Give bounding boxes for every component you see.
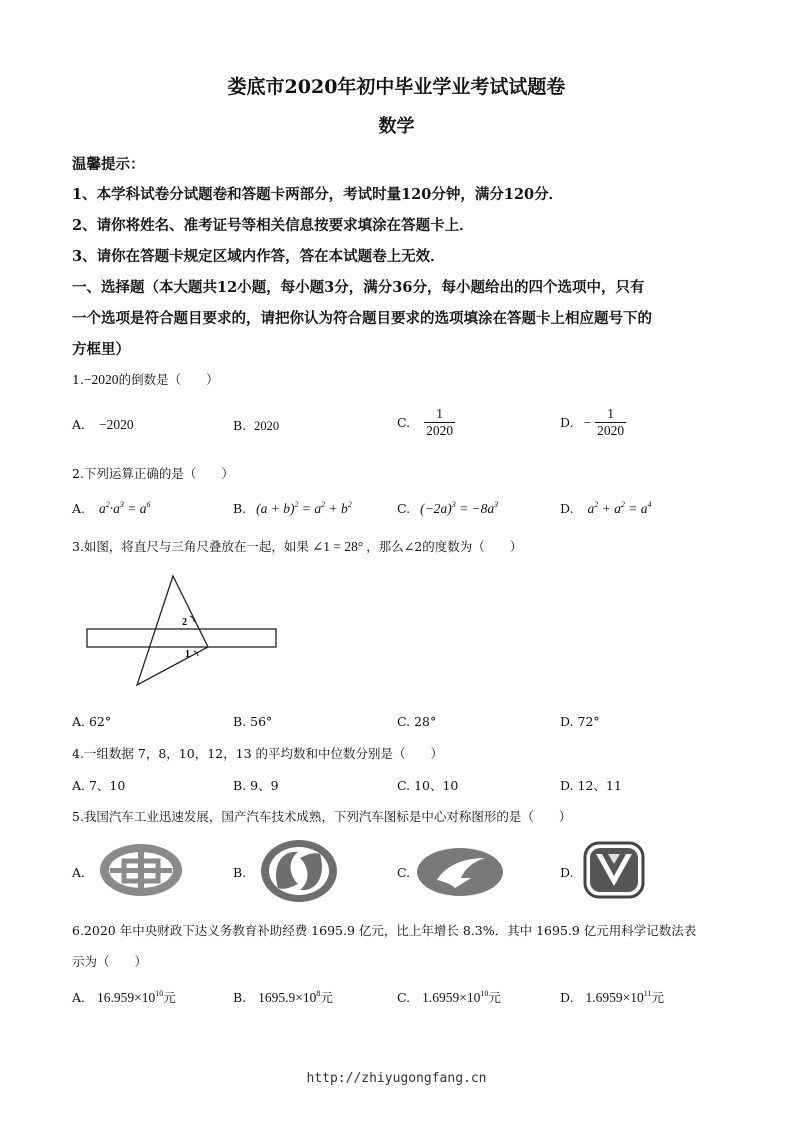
q3-option-d[interactable]: D. 72° xyxy=(560,714,600,729)
angle-2-label: 2 xyxy=(182,617,187,628)
q4-option-b[interactable]: B. 9、9 xyxy=(233,778,279,793)
exponent: 10 xyxy=(155,989,164,998)
car-logo-d-icon xyxy=(582,840,646,900)
option-label: B. xyxy=(233,418,247,433)
q2-option-d[interactable] xyxy=(560,500,652,517)
option-label: B. xyxy=(233,501,247,516)
option-label: A. xyxy=(72,990,86,1005)
q4-option-c[interactable]: C. 10、10 xyxy=(397,778,459,793)
mantissa: 1.6959×10 xyxy=(585,990,644,1005)
q3-option-b[interactable]: B. 56° xyxy=(233,714,273,729)
q6-option-b[interactable] xyxy=(233,988,333,1006)
angle-1-label: 1 xyxy=(185,649,190,660)
option-label: B. xyxy=(233,990,247,1005)
tip-item: 3、请你在答题卡规定区域内作答，答在本试题卷上无效． xyxy=(72,248,445,265)
stem-text: ，那么∠2的度数为（ ） xyxy=(366,539,523,554)
ruler-triangle-figure xyxy=(80,570,290,695)
fraction-denominator: 2020 xyxy=(426,423,454,438)
unit: 元 xyxy=(163,990,176,1005)
question-number: 1. xyxy=(72,372,84,387)
q2-option-b[interactable] xyxy=(233,500,352,517)
ruler-shape xyxy=(87,629,276,647)
car-logo-c-icon xyxy=(415,846,505,898)
q5-option-d-label[interactable]: D. xyxy=(560,865,574,880)
fraction-denominator: 2020 xyxy=(597,423,625,438)
unit: 元 xyxy=(651,990,665,1005)
mantissa: 1.6959×10 xyxy=(422,990,481,1005)
option-formula: $(-2a)^3 = -8a^3$ xyxy=(420,500,499,516)
option-label: A. xyxy=(72,501,86,516)
unit: 元 xyxy=(488,990,501,1005)
q2-option-a[interactable] xyxy=(72,500,151,517)
option-value xyxy=(97,990,163,1005)
option-value: 2020 xyxy=(254,419,280,433)
option-value xyxy=(258,990,320,1005)
section-heading-line: 一个选项是符合题目要求的，请把你认为符合题目要求的选项填涂在答题卡上相应题号下的 xyxy=(72,310,652,327)
option-label: C. xyxy=(397,501,411,516)
question-6-stem-line1: 6.2020 年中央财政下达义务教育补助经费 1695.9 亿元，比上年增长 8.3%．其中 1695.9 亿元用科学记数法表 xyxy=(72,923,697,938)
q2-option-c[interactable] xyxy=(397,500,498,517)
q4-option-d[interactable]: D. 12、11 xyxy=(560,778,622,793)
q6-option-c[interactable] xyxy=(397,988,501,1006)
question-3-stem xyxy=(72,537,522,555)
question-6-stem-line2: 示为（ ） xyxy=(72,954,148,969)
tip-item: 2、请你将姓名、准考证号等相关信息按要求填涂在答题卡上． xyxy=(72,217,474,234)
section-heading-line: 方框里） xyxy=(72,341,130,358)
exponent: 11 xyxy=(643,989,652,998)
exponent: 10 xyxy=(480,989,489,998)
minus-sign: − xyxy=(583,414,592,430)
triangle-shape xyxy=(137,576,208,685)
mantissa: 16.959×10 xyxy=(97,990,156,1005)
q1-option-c[interactable] xyxy=(397,406,455,439)
option-value: −2020 xyxy=(99,417,134,432)
q4-option-a[interactable]: A. 7、10 xyxy=(72,778,126,793)
mantissa: 1695.9×10 xyxy=(258,990,317,1005)
question-5-stem: 5.我国汽车工业迅速发展，国产汽车技术成熟，下列汽车图标是中心对称图形的是（ ） xyxy=(72,809,572,824)
question-2-stem: 2.下列运算正确的是（ ） xyxy=(72,466,234,481)
option-formula: $a^2 + a^2 = a^4$ xyxy=(587,500,652,516)
subject-title: 数学 xyxy=(378,116,415,137)
fraction xyxy=(595,406,626,439)
q3-option-a[interactable]: A. 62° xyxy=(72,714,112,729)
question-1-stem xyxy=(72,370,219,388)
q6-option-a[interactable] xyxy=(72,988,176,1006)
q1-option-d[interactable] xyxy=(560,406,626,439)
logo-a-stem xyxy=(138,850,144,892)
q6-option-d[interactable] xyxy=(560,988,664,1006)
q1-option-b[interactable] xyxy=(233,418,279,434)
angle-expression: ∠1 = 28° xyxy=(311,539,364,554)
option-formula: $a^2\cdot a^3 = a^6$ xyxy=(99,500,151,516)
tips-heading: 温馨提示： xyxy=(72,156,145,173)
stem-text: 的倒数是（ ） xyxy=(118,372,219,387)
fraction-numerator: 1 xyxy=(595,406,626,423)
car-logo-b-icon xyxy=(258,838,340,904)
option-value xyxy=(586,990,652,1005)
option-formula: $(a + b)^2 = a^2 + b^2$ xyxy=(256,500,352,516)
fraction xyxy=(424,406,455,439)
stem-number: −2020 xyxy=(83,372,119,387)
stem-text: 3.如图，将直尺与三角尺叠放在一起，如果 xyxy=(72,539,309,554)
option-label: C. xyxy=(397,990,411,1005)
option-label: A. xyxy=(72,417,86,432)
exam-title: 娄底市2020年初中毕业学业考试试题卷 xyxy=(227,76,566,98)
tip-item: 1、本学科试卷分试题卷和答题卡两部分，考试时量120分钟，满分120分． xyxy=(72,186,564,203)
section-heading-line: 一、选择题（本大题共12小题，每小题3分，满分36分，每小题给出的四个选项中，只有 xyxy=(72,279,645,296)
q5-option-c-label[interactable]: C. xyxy=(397,865,411,880)
option-label: C. xyxy=(397,415,411,430)
q5-option-a-label[interactable]: A. xyxy=(72,865,86,880)
unit: 元 xyxy=(320,990,333,1005)
car-logo-a-icon xyxy=(96,840,186,900)
option-label: D. xyxy=(560,501,574,516)
q1-option-a[interactable] xyxy=(72,417,134,433)
q3-option-c[interactable]: C. 28° xyxy=(397,714,437,729)
footer-url[interactable]: http://zhiyugongfang.cn xyxy=(306,1071,487,1086)
fraction-numerator: 1 xyxy=(424,406,455,423)
question-4-stem: 4.一组数据 7，8，10，12，13 的平均数和中位数分别是（ ） xyxy=(72,746,443,761)
q5-option-b-label[interactable]: B. xyxy=(233,865,247,880)
option-value xyxy=(422,990,488,1005)
option-label: D. xyxy=(560,990,574,1005)
option-label: D. xyxy=(560,415,574,430)
exponent: 8 xyxy=(316,989,321,998)
